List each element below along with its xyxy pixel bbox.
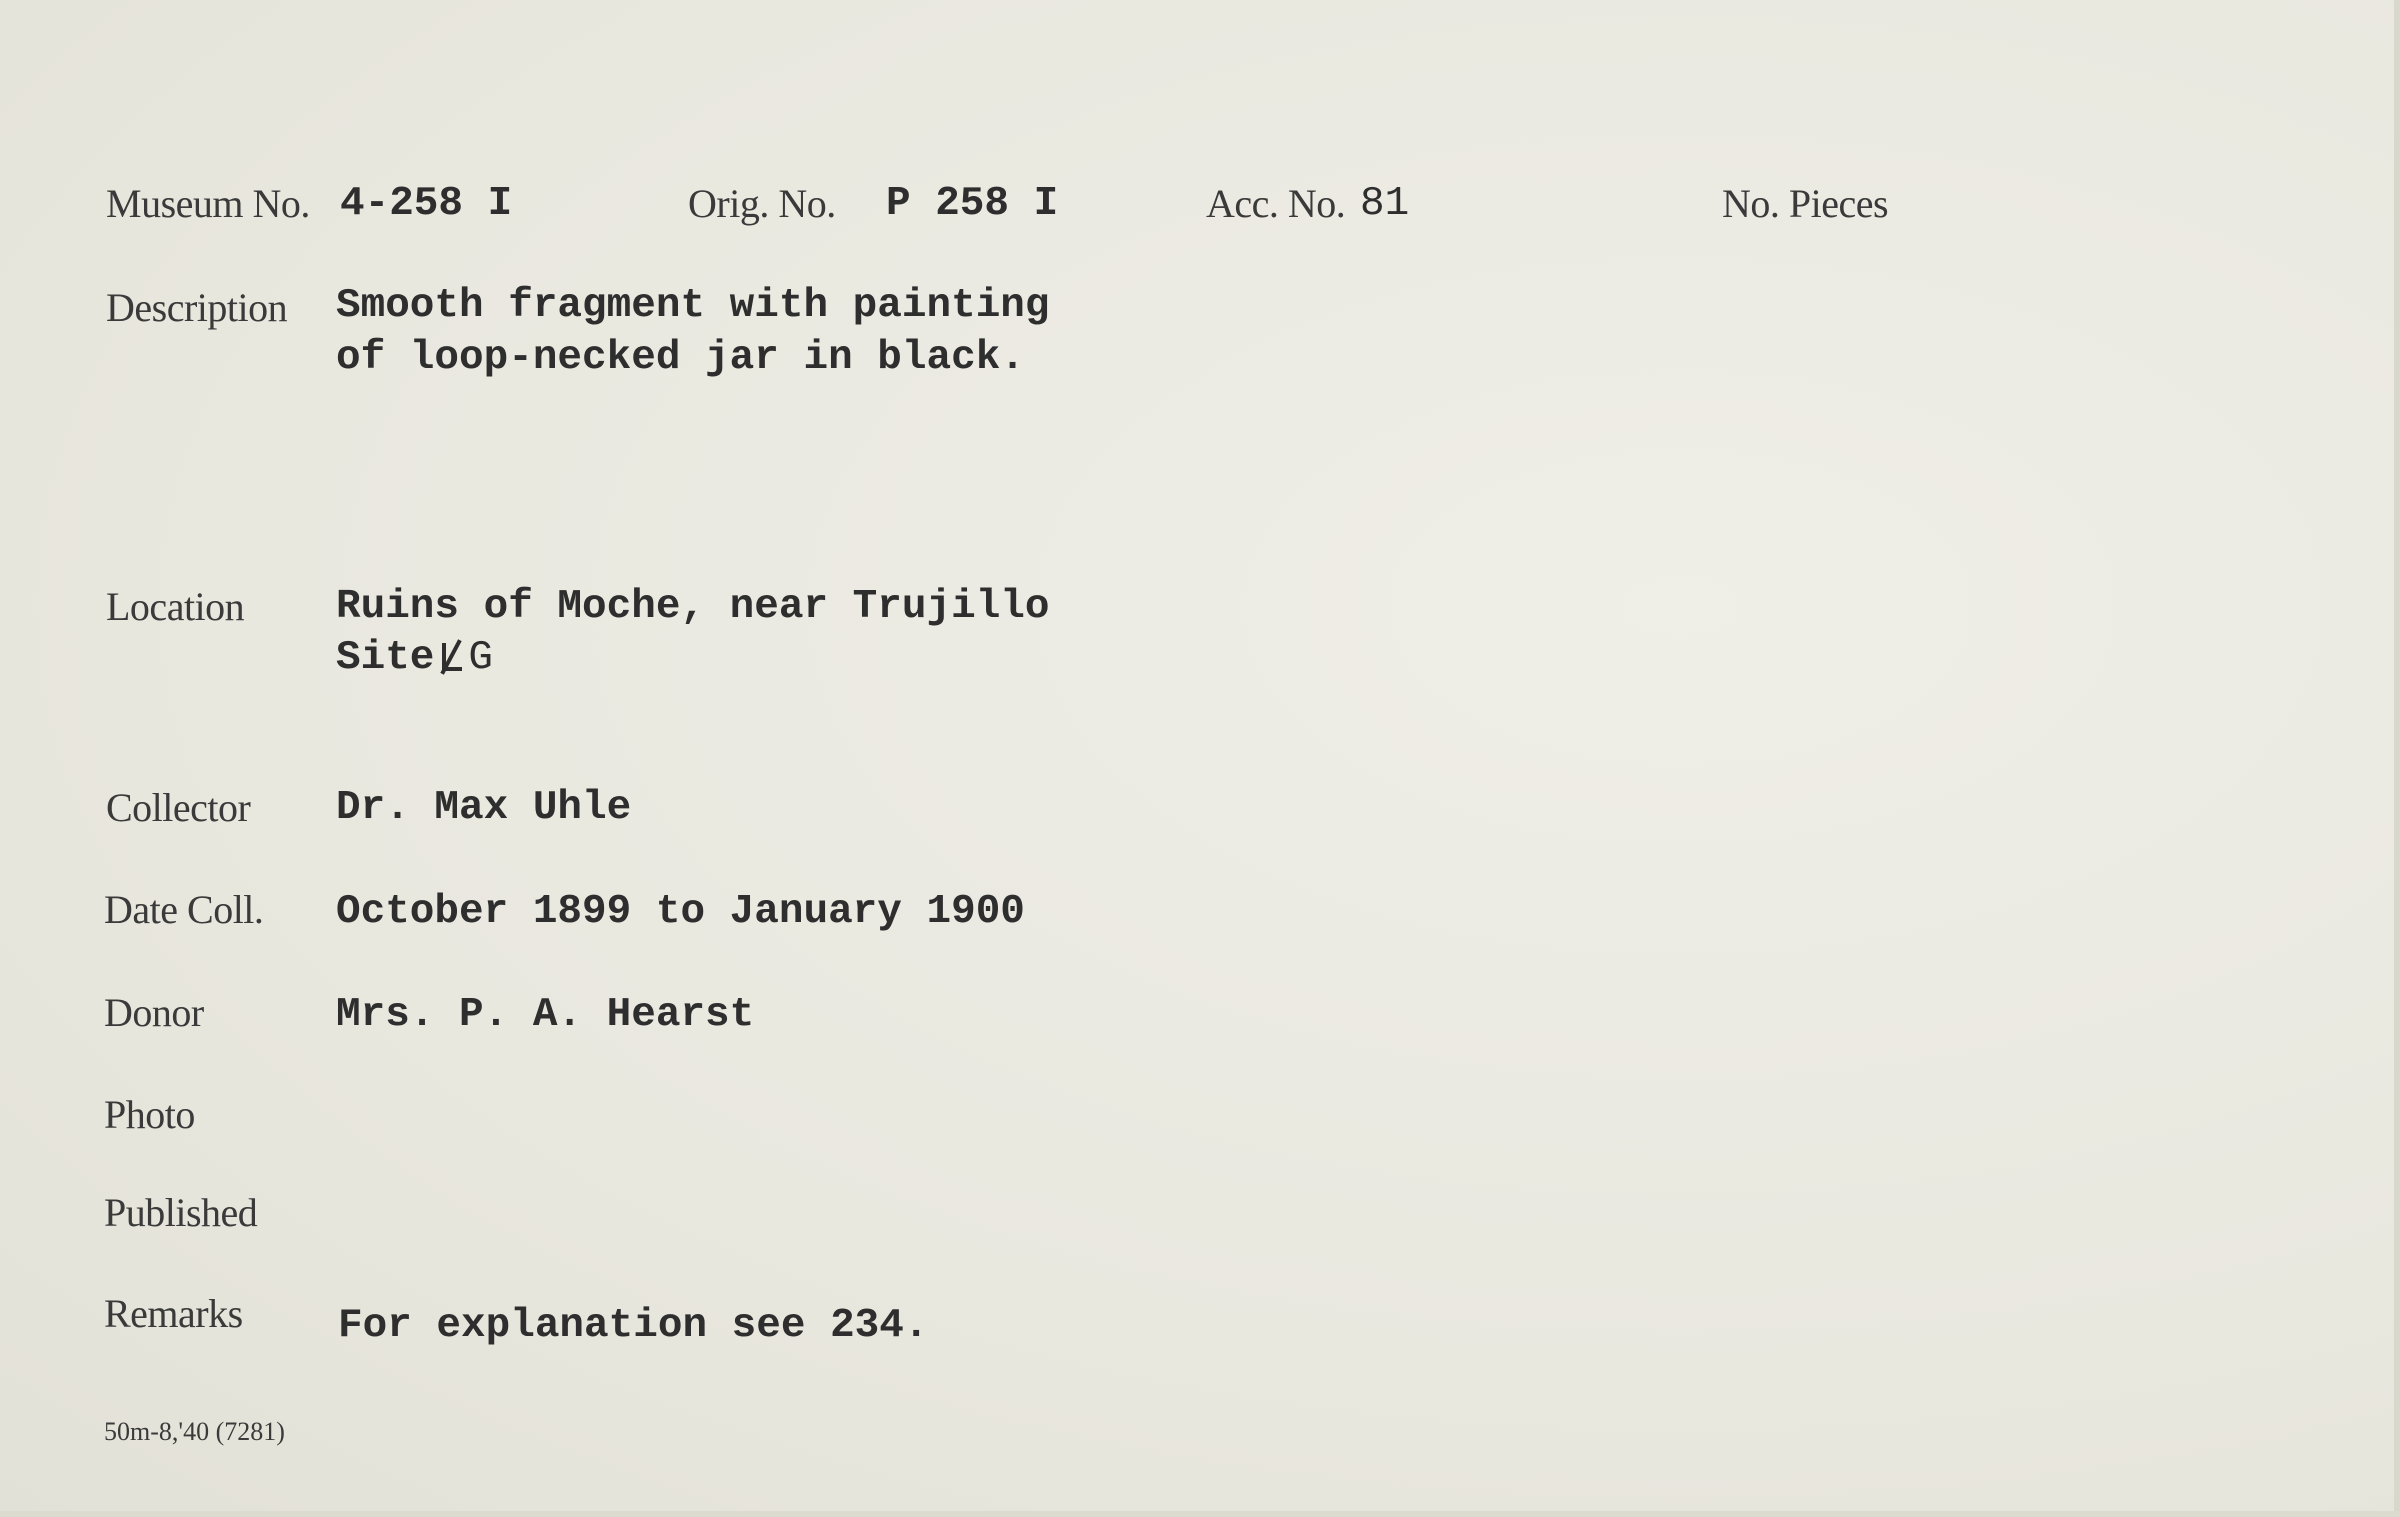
donor-label: Donor <box>104 990 204 1035</box>
date-coll-value: October 1899 to January 1900 <box>336 889 1025 935</box>
description-line-1: Smooth fragment with painting <box>336 283 1050 329</box>
orig-no-label: Orig. No. <box>688 181 836 226</box>
published-label: Published <box>104 1190 258 1235</box>
orig-no-value: P 258 I <box>886 181 1059 227</box>
print-code: 50m-8,'40 (7281) <box>104 1417 285 1446</box>
card-edge-bottom <box>0 1511 2400 1517</box>
museum-no-label: Museum No. <box>106 181 310 226</box>
location-site-prefix: Site <box>336 635 435 681</box>
date-coll-label: Date Coll. <box>104 887 264 932</box>
acc-no-label: Acc. No. <box>1206 181 1346 226</box>
donor-value: Mrs. P. A. Hearst <box>336 992 755 1038</box>
struck-number-sign-icon <box>438 640 464 672</box>
location-label: Location <box>106 584 245 629</box>
description-label: Description <box>106 285 288 330</box>
remarks-value: For explanation see 234. <box>338 1303 929 1349</box>
collector-value: Dr. Max Uhle <box>336 785 632 831</box>
location-line-1: Ruins of Moche, near Trujillo <box>336 584 1050 630</box>
acc-no-value: 81 <box>1360 181 1410 227</box>
card-edge-right <box>2394 0 2400 1517</box>
photo-label: Photo <box>104 1092 195 1137</box>
no-pieces-label: No. Pieces <box>1722 181 1889 226</box>
remarks-label: Remarks <box>104 1291 243 1336</box>
museum-no-value: 4-258 I <box>340 181 513 227</box>
collector-label: Collector <box>106 785 251 830</box>
location-line-2 <box>336 635 494 681</box>
description-line-2: of loop-necked jar in black. <box>336 335 1025 381</box>
location-site-letter: G <box>468 635 494 681</box>
